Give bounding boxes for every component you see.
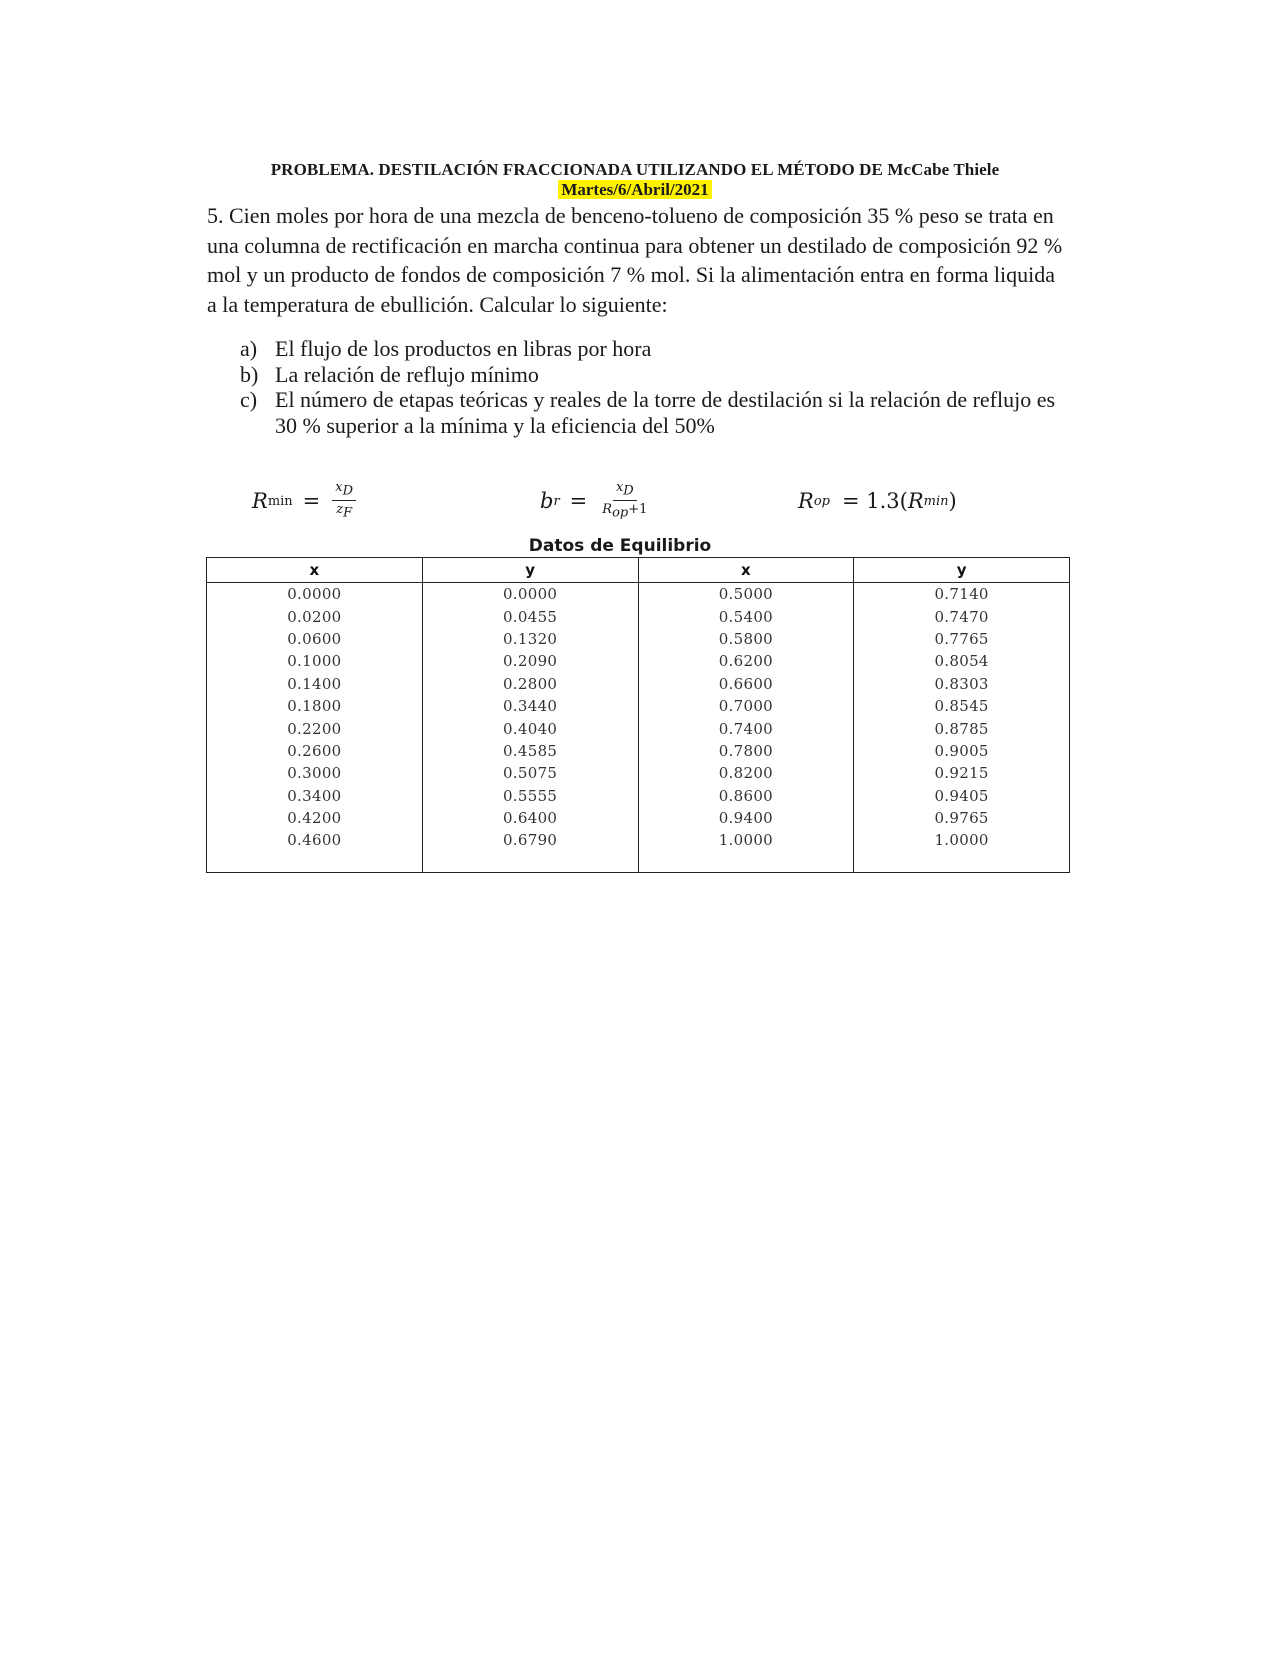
- table-row: [207, 829, 1070, 851]
- table-cell: 0.6200: [638, 650, 854, 672]
- column-header: x: [638, 558, 854, 583]
- question-text: El número de etapas teóricas y reales de la torre de destilación si la relación de reflujo es 30 % superior a la mínima y la eficiencia del 50%: [275, 387, 1056, 438]
- question-text: El flujo de los productos en libras por hora: [275, 336, 652, 361]
- table-cell: 0.5000: [638, 583, 854, 606]
- table-cell: 0.9765: [854, 807, 1070, 829]
- document-page: [200, 150, 1070, 873]
- table-cell: 0.8785: [854, 717, 1070, 739]
- question-item: [240, 336, 1070, 362]
- table-cell: 0.7400: [638, 717, 854, 739]
- table-cell: 0.0000: [207, 583, 423, 606]
- formula-rop: R op = 1.3( R min ): [798, 489, 957, 513]
- table-row: [207, 762, 1070, 784]
- table-cell: 0.5800: [638, 628, 854, 650]
- table-row: [207, 740, 1070, 762]
- table-cell: 0.8200: [638, 762, 854, 784]
- table-cell: 0.3440: [422, 695, 638, 717]
- table-cell: 0.6600: [638, 673, 854, 695]
- table-row: [207, 807, 1070, 829]
- table-cell: 0.0000: [422, 583, 638, 606]
- problem-title: PROBLEMA. DESTILACIÓN FRACCIONADA UTILIZANDO EL MÉTODO DE McCabe Thiele: [270, 160, 1000, 179]
- equilibrium-table: [206, 557, 1070, 873]
- table-cell: 0.2600: [207, 740, 423, 762]
- table-row: [207, 673, 1070, 695]
- table-cell: 0.0600: [207, 628, 423, 650]
- question-marker: b): [240, 361, 259, 387]
- fraction: $\frac{x_D}{z_F}$: [332, 480, 356, 521]
- question-marker: a): [240, 336, 258, 361]
- table-cell: 0.9215: [854, 762, 1070, 784]
- column-header: x: [207, 558, 423, 583]
- fraction: $\frac{x_D}{R_{op}+1}$: [602, 480, 648, 521]
- table-cell: 0.7000: [638, 695, 854, 717]
- table-cell: 0.0200: [207, 605, 423, 627]
- table-cell: 0.9005: [854, 740, 1070, 762]
- question-item: [240, 362, 1070, 388]
- formula-rmin: R min = $\frac{x_D}{z_F}$: [252, 478, 356, 524]
- table-cell: 0.8545: [854, 695, 1070, 717]
- table-cell: 0.0455: [422, 605, 638, 627]
- highlighted-date: Martes/6/Abril/2021: [558, 180, 711, 199]
- table-cell: 0.2090: [422, 650, 638, 672]
- table-cell: 0.5400: [638, 605, 854, 627]
- table-cell: 0.8600: [638, 785, 854, 807]
- table-cell: 0.7800: [638, 740, 854, 762]
- table-cell: 0.5075: [422, 762, 638, 784]
- table-row: [207, 583, 1070, 606]
- formula-row: [200, 478, 1070, 528]
- table-cell: 0.1320: [422, 628, 638, 650]
- table-cell: 0.4040: [422, 717, 638, 739]
- question-list: [200, 336, 1070, 438]
- table-cell: 0.7470: [854, 605, 1070, 627]
- table-cell: 0.1400: [207, 673, 423, 695]
- table-caption: Datos de Equilibrio: [528, 536, 712, 556]
- table-cell: 0.4200: [207, 807, 423, 829]
- table-cell: 0.6790: [422, 829, 638, 851]
- table-cell: 0.1000: [207, 650, 423, 672]
- table-cell: 1.0000: [854, 829, 1070, 851]
- table-body: [207, 583, 1070, 873]
- table-cell: 0.2800: [422, 673, 638, 695]
- table-cell: 0.3000: [207, 762, 423, 784]
- table-cell: 0.3400: [207, 785, 423, 807]
- question-item: [240, 387, 1070, 438]
- formula-br: b r = $\frac{x_D}{R_{op}+1}$: [540, 478, 650, 524]
- column-header: y: [422, 558, 638, 583]
- table-cell: 0.4600: [207, 829, 423, 851]
- table-cell: 0.1800: [207, 695, 423, 717]
- table-row: [207, 695, 1070, 717]
- table-cell: 0.2200: [207, 717, 423, 739]
- table-cell: 0.8303: [854, 673, 1070, 695]
- table-row: [207, 650, 1070, 672]
- table-row: [207, 785, 1070, 807]
- table-cell: 0.4585: [422, 740, 638, 762]
- column-header: y: [854, 558, 1070, 583]
- table-cell: 0.6400: [422, 807, 638, 829]
- table-cell: 0.9400: [638, 807, 854, 829]
- table-cell: 0.5555: [422, 785, 638, 807]
- table-bottom-padding: [207, 852, 1070, 873]
- table-row: [207, 717, 1070, 739]
- table-header-row: [207, 558, 1070, 583]
- table-cell: 0.7140: [854, 583, 1070, 606]
- table-cell: 0.7765: [854, 628, 1070, 650]
- question-text: La relación de reflujo mínimo: [275, 361, 539, 387]
- table-cell: 0.8054: [854, 650, 1070, 672]
- problem-statement: 5. Cien moles por hora de una mezcla de benceno-tolueno de composición 35 % peso se trata en una columna de rectificación en marcha continua para obtener un destilado de composición 92 % mol y un producto de fondos de composición 7 % mol. Si la alimentación entra en forma liquida a la temperatura de ebullición. Calcular lo siguiente:: [207, 203, 1063, 317]
- table-cell: 0.9405: [854, 785, 1070, 807]
- table-row: [207, 605, 1070, 627]
- table-row: [207, 628, 1070, 650]
- table-cell: 1.0000: [638, 829, 854, 851]
- date-line: [200, 180, 1070, 201]
- question-marker: c): [240, 387, 258, 412]
